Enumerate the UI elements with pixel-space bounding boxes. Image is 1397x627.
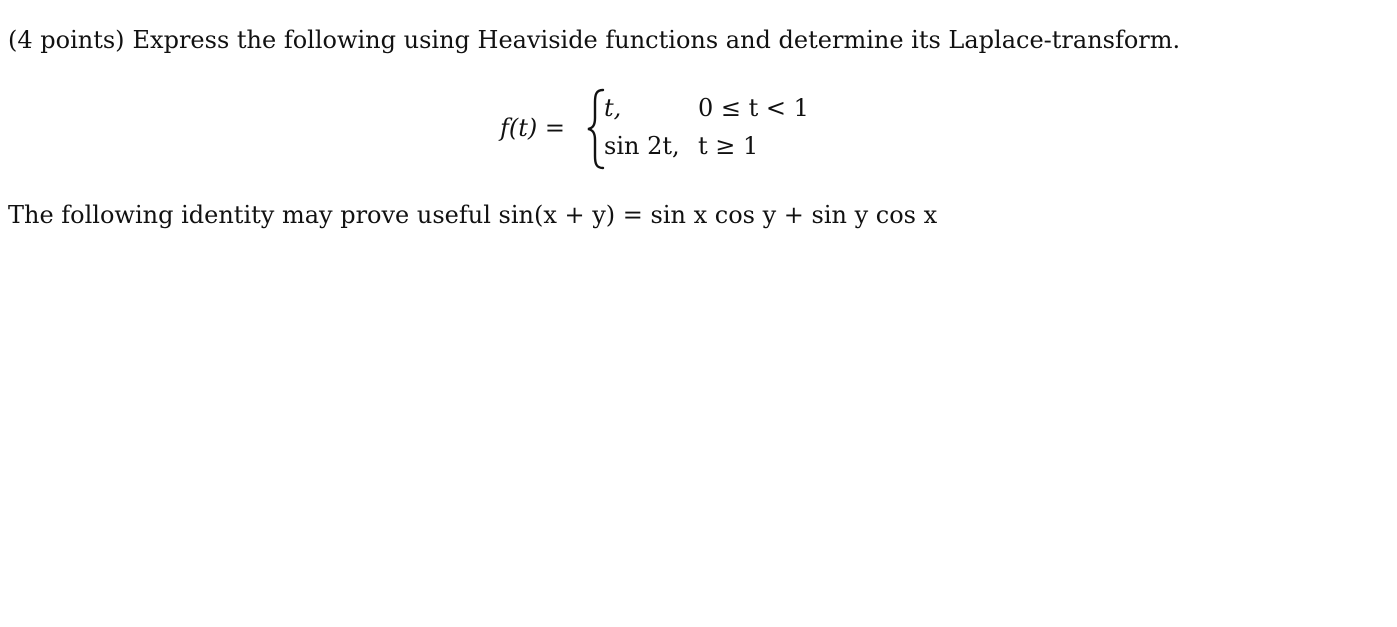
case-2-condition: t ≥ 1 (698, 132, 759, 160)
hint-statement (8, 203, 937, 227)
left-brace-icon (586, 88, 606, 170)
hint-lead: The following identity may prove useful (8, 201, 491, 229)
points-label: (4 points) (8, 26, 125, 54)
problem-statement (8, 28, 1180, 52)
trig-identity: sin(x + y) = sin x cos y + sin y cos x (498, 201, 938, 229)
case-1-condition: 0 ≤ t < 1 (698, 94, 809, 122)
equation-lhs: f(t) = (500, 114, 565, 142)
problem-instruction: Express the following using Heaviside functions and determine its Laplace-transform. (132, 26, 1181, 54)
case-1-expression: t, (604, 94, 622, 122)
case-2-expression: sin 2t, (604, 132, 680, 160)
